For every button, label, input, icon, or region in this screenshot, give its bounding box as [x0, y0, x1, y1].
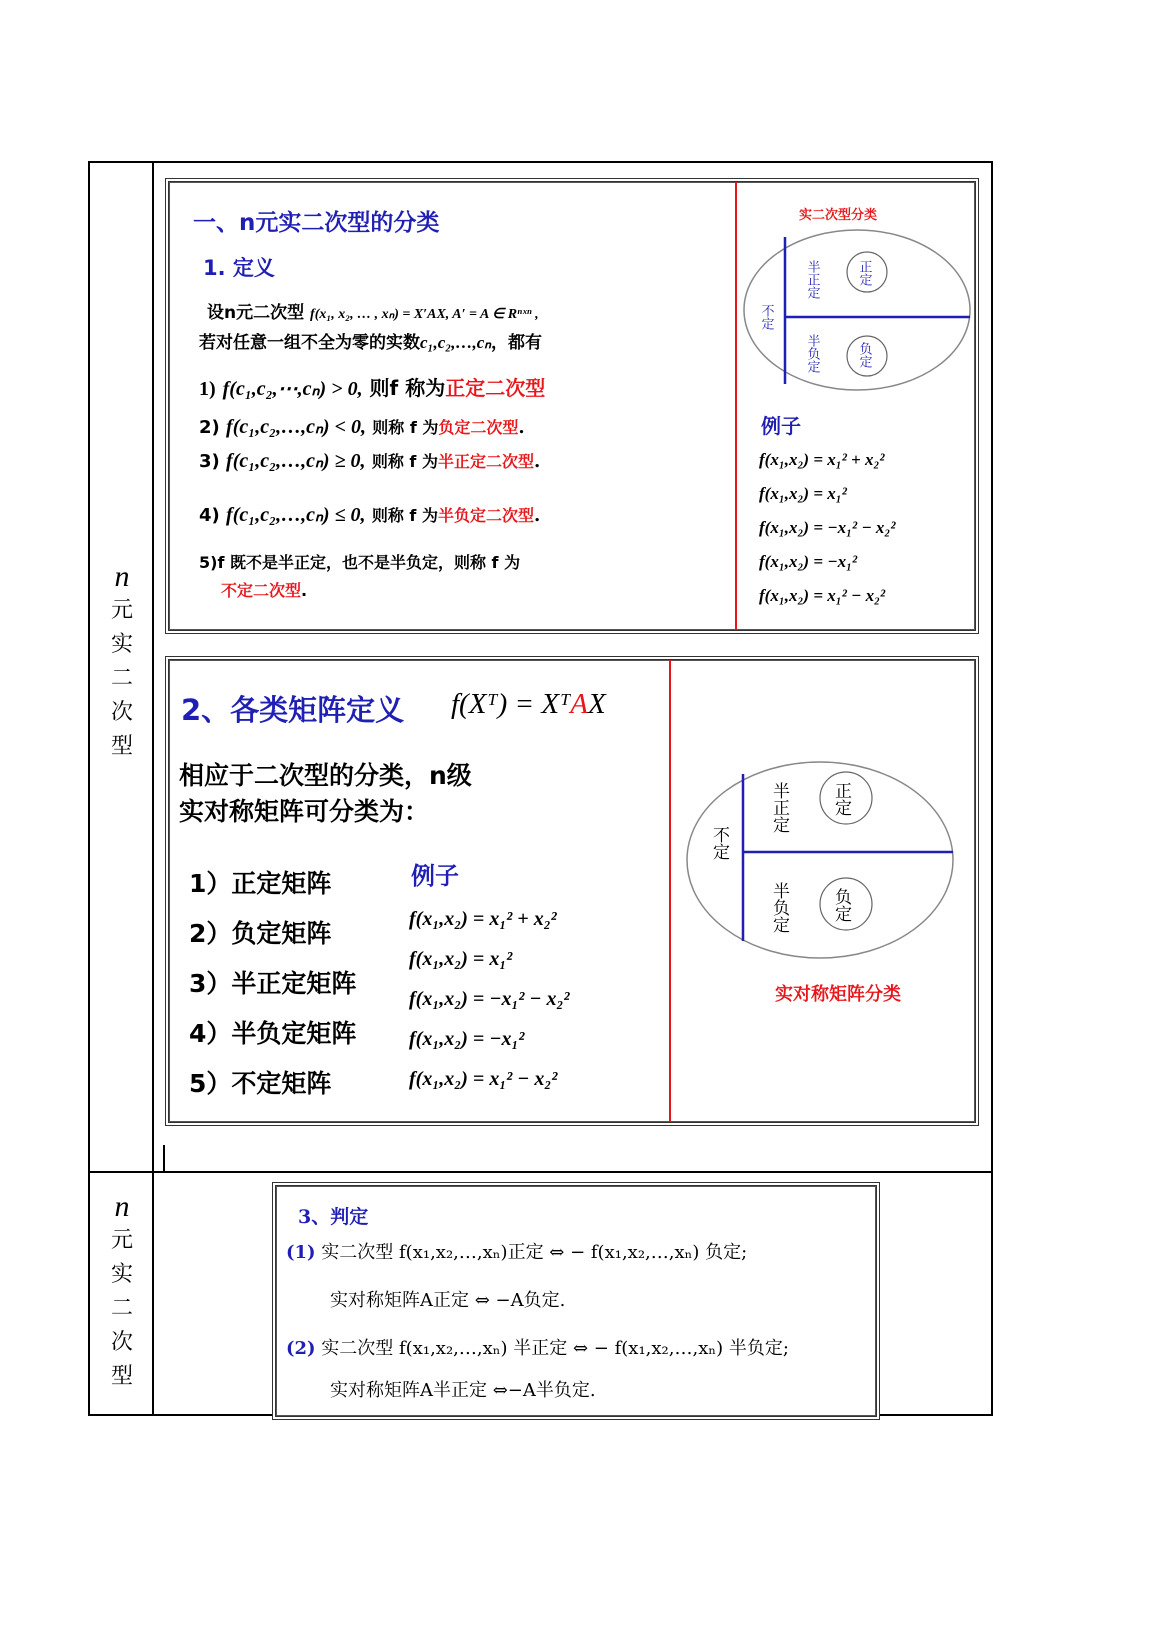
table-right-border: [991, 161, 993, 1416]
table-row-divider: [88, 1171, 993, 1173]
criteria-line-4: 实对称矩阵A半正定 ⇔−A半负定.: [330, 1380, 596, 1401]
definition-prefix: 设n元二次型: [207, 303, 305, 323]
criteria-line-2: 实对称矩阵A正定 ⇔ −A负定.: [330, 1290, 566, 1311]
definition-formula: f(x₁, x₂, … , xₙ) = X′AX, A′ = A ∈ Rⁿˣⁿ ,: [310, 307, 539, 322]
matrix-type-item: 5）不定矩阵: [189, 1069, 332, 1098]
criteria-num: (1): [286, 1242, 316, 1263]
section-heading: 3、判定: [298, 1206, 369, 1228]
label-semi-positive: 半正定: [769, 782, 789, 833]
item-num: 3): [199, 451, 220, 472]
criteria-num: (2): [286, 1338, 316, 1359]
sub-heading: 1. 定义: [203, 256, 275, 280]
item-end: .: [533, 451, 541, 472]
example-item: f(x₁,x₂) = −x₁²: [759, 552, 858, 571]
label-semi-positive: 半正定: [804, 260, 820, 299]
example-item: f(x₁,x₂) = −x₁²: [409, 1028, 525, 1050]
side-label-char: 二: [110, 1296, 133, 1321]
panel-classification: [165, 178, 979, 634]
side-label-char: 型: [110, 734, 133, 759]
label-positive: 正定: [831, 782, 851, 816]
side-label-row1: [90, 560, 154, 764]
item-end: .: [518, 417, 525, 438]
side-label-row2: [90, 1190, 154, 1394]
inner-cell-line: [163, 1145, 165, 1171]
item-term: 不定二次型: [221, 581, 302, 600]
classification-diagram: [683, 756, 959, 966]
side-label-char: 二: [110, 666, 133, 691]
label-indefinite: 不定: [709, 826, 729, 860]
item-term: 半负定二次型: [437, 506, 534, 525]
definition-formula: c₁,c₂,…,cₙ: [420, 333, 492, 352]
criteria-line-3: [286, 1334, 789, 1360]
panel-criteria: [272, 1182, 880, 1420]
side-label-char: 元: [110, 598, 133, 623]
item-1: [199, 372, 545, 401]
side-label-char: 实: [110, 632, 133, 657]
panel-divider: [669, 660, 671, 1122]
side-label-char: 型: [110, 1364, 133, 1389]
item-formula: f(c₁,c₂,…,cₙ) ≥ 0,: [226, 450, 366, 472]
definition-prefix: 若对任意一组不全为零的实数: [199, 333, 420, 353]
item-5-line-2: [221, 578, 307, 601]
example-item: f(x₁,x₂) = x₁² + x₂²: [759, 450, 885, 469]
item-text: 则f 称为: [369, 376, 446, 400]
item-2: [199, 414, 525, 439]
example-item: f(x₁,x₂) = −x₁² − x₂²: [759, 518, 896, 537]
outer-ellipse: [687, 762, 953, 958]
item-end: .: [533, 505, 541, 526]
side-label-char: 实: [110, 1262, 133, 1287]
intro-line-2: 实对称矩阵可分类为：: [179, 797, 430, 826]
examples-title: 例子: [761, 414, 801, 438]
example-item: f(x₁,x₂) = x₁²: [409, 948, 513, 970]
matrix-formula: [451, 688, 606, 721]
item-text: 则称 f 为: [371, 452, 438, 471]
matrix-type-item: 3）半正定矩阵: [189, 969, 357, 998]
label-semi-negative: 半负定: [804, 334, 820, 373]
example-item: f(x₁,x₂) = x₁² + x₂²: [409, 908, 557, 930]
panel-matrix-definitions: [165, 656, 979, 1126]
criteria-text: 实二次型 f(x₁,x₂,…,xₙ)正定 ⇔ − f(x₁,x₂,…,xₙ) 负定;: [321, 1242, 748, 1263]
label-negative: 负定: [831, 888, 851, 922]
item-end: .: [301, 581, 308, 600]
table-top-border: [88, 161, 993, 163]
diagram-title: 实二次型分类: [799, 208, 878, 223]
formula-matrix-a: A: [570, 688, 588, 720]
formula-left: f(Xᵀ) = Xᵀ: [451, 688, 571, 720]
item-formula: f(c₁,c₂,⋯,cₙ) > 0,: [222, 378, 363, 400]
label-positive: 正定: [856, 260, 872, 286]
classification-diagram: [736, 222, 972, 402]
side-label-char: 次: [110, 1330, 133, 1355]
item-term: 负定二次型: [438, 418, 519, 437]
side-label-char: 次: [110, 700, 133, 725]
criteria-line-1: [286, 1238, 747, 1264]
criteria-text: 实二次型 f(x₁,x₂,…,xₙ) 半正定 ⇔ − f(x₁,x₂,…,xₙ) 半负定;: [321, 1338, 789, 1359]
definition-suffix: ，都有: [491, 333, 543, 353]
item-num: 2): [199, 417, 220, 438]
item-4: [199, 502, 540, 527]
item-5-line-1: 5)f 既不是半正定，也不是半负定，则称 f 为: [199, 553, 521, 572]
label-semi-negative: 半负定: [769, 882, 789, 933]
matrix-type-item: 2）负定矩阵: [189, 919, 332, 948]
item-term: 正定二次型: [445, 376, 546, 400]
example-item: f(x₁,x₂) = x₁²: [759, 484, 847, 503]
item-num: 4): [199, 505, 220, 526]
definition-line-2: [199, 328, 542, 353]
section-heading: 2、各类矩阵定义: [181, 693, 405, 727]
intro-line-1: 相应于二次型的分类，n级: [179, 761, 472, 790]
side-label-n: n: [114, 560, 130, 593]
examples-title: 例子: [411, 862, 459, 890]
side-label-char: 元: [110, 1228, 133, 1253]
item-num: 1): [199, 378, 216, 400]
matrix-type-item: 1）正定矩阵: [189, 869, 332, 898]
example-item: f(x₁,x₂) = −x₁² − x₂²: [409, 988, 570, 1010]
example-item: f(x₁,x₂) = x₁² − x₂²: [409, 1068, 558, 1090]
definition-line-1: [207, 298, 539, 323]
example-item: f(x₁,x₂) = x₁² − x₂²: [759, 586, 886, 605]
item-text: 则称 f 为: [372, 418, 439, 437]
side-label-n: n: [114, 1190, 130, 1223]
item-term: 半正定二次型: [437, 452, 534, 471]
label-negative: 负定: [856, 342, 872, 368]
matrix-type-item: 4）半负定矩阵: [189, 1019, 357, 1048]
diagram-title: 实对称矩阵分类: [775, 984, 901, 1005]
item-text: 则称 f 为: [371, 506, 438, 525]
label-indefinite: 不定: [758, 304, 774, 330]
item-formula: f(c₁,c₂,…,cₙ) < 0,: [226, 416, 366, 438]
formula-right: X: [588, 688, 606, 720]
item-3: [199, 448, 540, 473]
item-formula: f(c₁,c₂,…,cₙ) ≤ 0,: [226, 504, 366, 526]
section-heading: 一、n元实二次型的分类: [193, 210, 440, 236]
